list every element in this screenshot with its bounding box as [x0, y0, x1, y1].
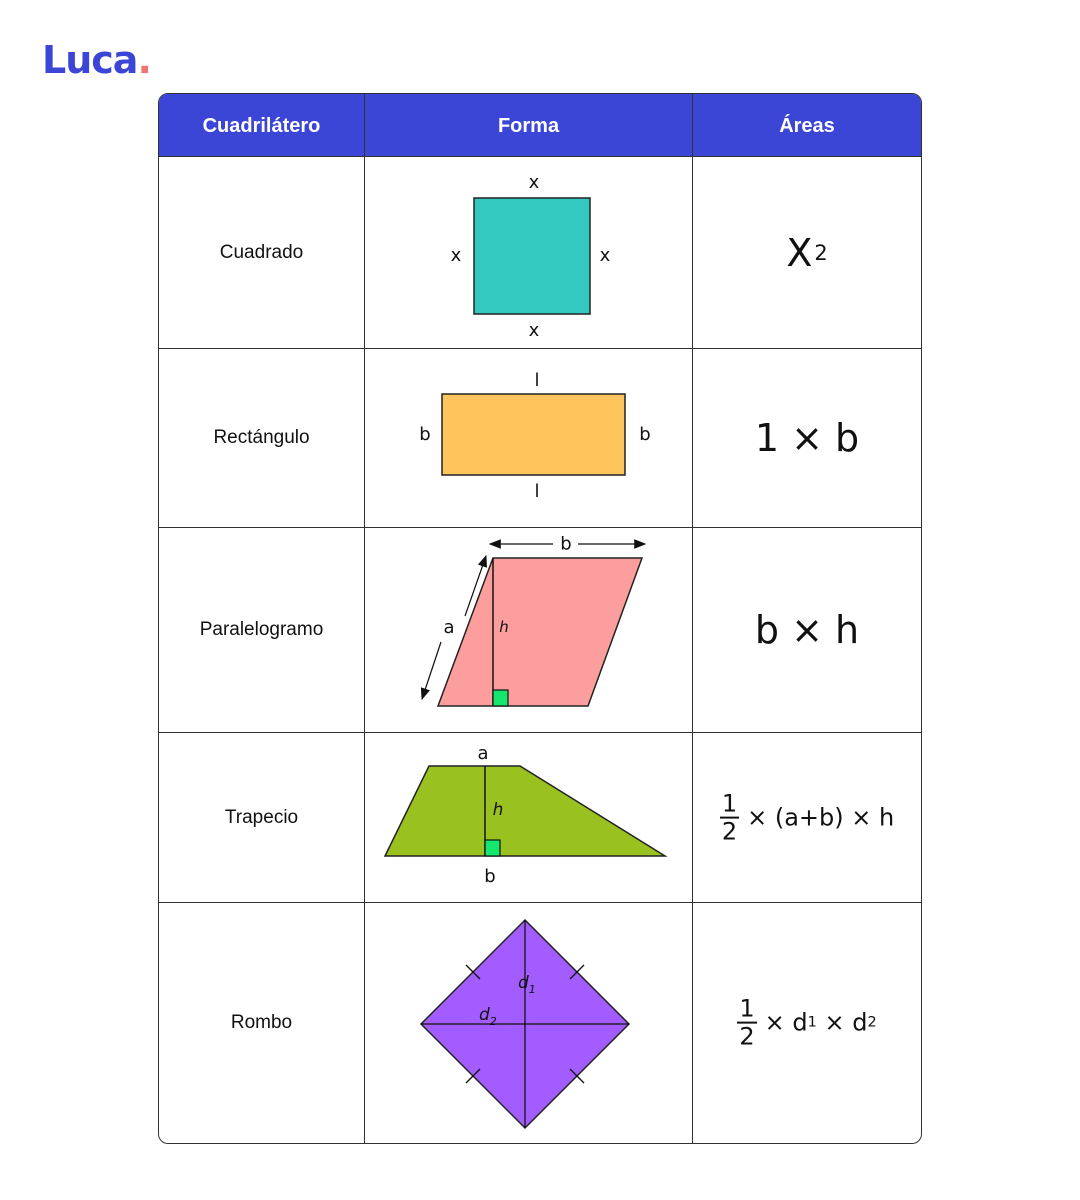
right-angle-mark — [485, 840, 500, 856]
label-right: b — [639, 424, 651, 445]
label-left: b — [419, 424, 431, 445]
side-arrow-down — [422, 642, 441, 699]
shape-name: Paralelogramo — [199, 619, 324, 640]
right-angle-mark — [493, 690, 508, 706]
trapezoid-figure — [365, 733, 692, 902]
label-top: a — [477, 743, 489, 764]
table-header-row — [159, 94, 921, 156]
fraction-one-half: $\frac{1}{2}$ — [739, 994, 755, 1051]
area-formula: $\frac{1}{2}$ × (a+b) × h — [721, 789, 895, 846]
luca-logo: Luca. — [42, 38, 151, 82]
square-figure — [365, 157, 692, 348]
label-d1: $d_1$ — [518, 973, 536, 996]
label-side: a — [443, 617, 455, 638]
rectangle-shape — [442, 394, 625, 475]
shape-name: Rectángulo — [213, 427, 310, 448]
header-cuadrilatero: Cuadrilátero — [202, 115, 321, 137]
rhombus-figure — [365, 903, 692, 1143]
shape-name: Trapecio — [224, 806, 299, 828]
label-height: h — [499, 618, 509, 636]
table-row-paralelogramo — [159, 528, 921, 732]
area-formula: X 2 — [786, 230, 828, 275]
label-d2: $d_2$ — [479, 1005, 497, 1028]
label-height: h — [492, 800, 504, 820]
label-bottom: x — [528, 320, 540, 341]
area-formula: $\frac{1}{2}$ × d 1 × d 2 — [739, 994, 877, 1051]
rectangle-figure — [365, 349, 692, 527]
label-bottom: l — [534, 481, 540, 502]
table-row-rombo — [159, 903, 921, 1143]
table-row-cuadrado — [159, 157, 921, 348]
parallelogram-shape — [438, 558, 642, 706]
label-left: x — [450, 245, 462, 266]
area-formula: 1 × b — [754, 416, 860, 460]
parallelogram-figure — [365, 528, 692, 732]
shape-name: Rombo — [230, 1012, 293, 1033]
square-shape — [474, 198, 590, 314]
label-top: l — [534, 370, 540, 391]
header-areas: Áreas — [779, 115, 835, 137]
fraction-one-half: $\frac{1}{2}$ — [721, 789, 738, 846]
trapezoid-shape — [385, 766, 665, 856]
table-row-trapecio — [159, 733, 921, 902]
shape-name: Cuadrado — [219, 241, 304, 263]
area-formula: b × h — [754, 608, 860, 652]
table-row-rectangulo — [159, 349, 921, 527]
header-forma: Forma — [497, 115, 560, 137]
quadrilateral-area-table — [158, 93, 922, 1144]
label-base: b — [560, 533, 572, 555]
label-right: x — [599, 245, 611, 266]
label-bottom: b — [484, 866, 496, 887]
label-top: x — [528, 172, 540, 193]
